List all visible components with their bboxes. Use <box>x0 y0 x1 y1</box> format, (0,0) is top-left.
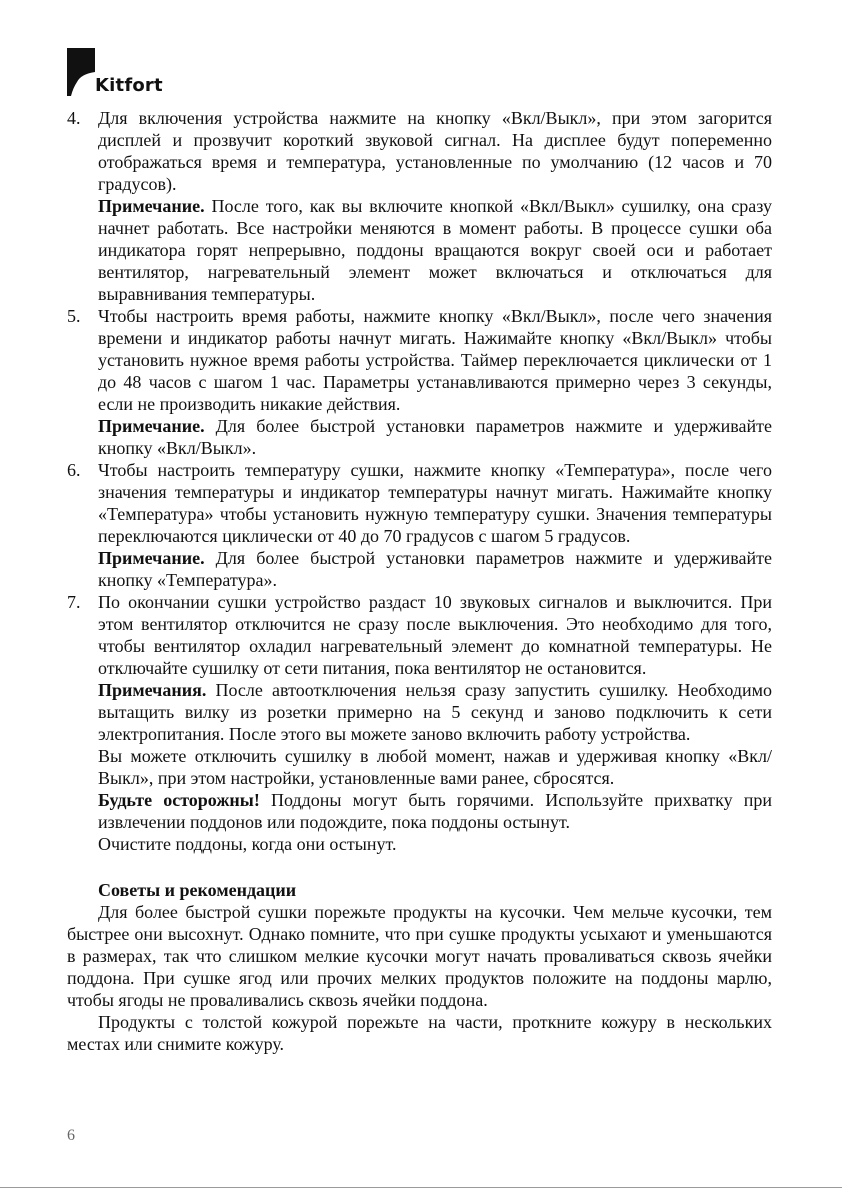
note-plain <box>67 833 772 855</box>
list-item-5 <box>67 305 772 415</box>
instructions-body <box>67 107 772 1055</box>
item-number: 7. <box>67 592 81 612</box>
warning-note <box>67 789 772 833</box>
item-text: Чтобы настроить температуру сушки, нажмите кнопку «Температура», после чего значения температуры и индикатор температуры начнут мигать. Нажимайте кнопку «Температура» чтобы установить нужную температуру сушки. Значения температуры переключаются циклически от 40 до 70 градусов с шагом 5 градусов. <box>98 460 772 546</box>
warning-text: Поддоны могут быть горячими. Используйте прихватку при извлечении поддонов или подождите, пока поддоны остынут. <box>98 790 772 832</box>
item-text: Для включения устройства нажмите на кнопку «Вкл/Выкл», при этом загорится дисплей и прозвучит короткий звуковой сигнал. На дисплее будут попеременно отображаться время и температура, установленные по умолчанию (12 часов и 70 градусов). <box>98 108 772 194</box>
item-text: По окончании сушки устройство раздаст 10 звуковых сигналов и выключится. При этом вентилятор отключится не сразу после выключения. Это необходимо для того, чтобы вентилятор охладил нагревательный элемент до комнатной температуры. Не отключайте сушилку от сети питания, пока вентилятор не остановится. <box>98 592 772 678</box>
page-bottom-rule <box>0 1187 842 1188</box>
list-item-4 <box>67 107 772 195</box>
kitfort-logo-icon <box>67 48 95 96</box>
item-number: 6. <box>67 460 81 480</box>
note-text: После того, как вы включите кнопкой «Вкл/Выкл» сушилку, она сразу начнет работать. Все настройки меняются в момент работы. В процессе сушки оба индикатора горят непрерывно, поддоны вращаются вокруг своей оси и работает вентилятор, нагревательный элемент может включаться и отключаться для выравнивания температуры. <box>98 196 772 304</box>
note <box>67 415 772 459</box>
warning-label: Будьте осторожны! <box>98 790 260 810</box>
note <box>67 547 772 591</box>
note-label: Примечание. <box>98 196 205 216</box>
note-text: После автоотключения нельзя сразу запустить сушилку. Необходимо вытащить вилку из розетки примерно на 5 секунд и заново подключить к сети электропитания. После этого вы можете заново включить работу устройства. <box>98 680 772 744</box>
note-label: Примечания. <box>98 680 207 700</box>
note-label: Примечание. <box>98 548 205 568</box>
list-item-6 <box>67 459 772 547</box>
item-number: 5. <box>67 306 81 326</box>
note <box>67 679 772 745</box>
note <box>67 195 772 305</box>
paragraph: Для более быстрой сушки порежьте продукты на кусочки. Чем мельче кусочки, тем быстрее они высохнут. Однако помните, что при сушке продукты усыхают и уменьшаются в размерах, так что слишком мелкие кусочки могут начать проваливаться сквозь ячейки поддона. При сушке ягод или прочих мелких продуктов положите на поддоны марлю, чтобы ягоды не проваливались сквозь ячейки поддона. <box>67 902 772 1010</box>
note-text: Для более быстрой установки параметров нажмите и удерживайте кнопку «Вкл/Выкл». <box>98 416 772 458</box>
section-title: Советы и рекомендации <box>98 880 297 900</box>
note-plain <box>67 745 772 789</box>
note-text: Вы можете отключить сушилку в любой момент, нажав и удерживая кнопку «Вкл/Выкл», при этом настройки, установленные вами ранее, сбросятся. <box>98 746 772 788</box>
note-label: Примечание. <box>98 416 205 436</box>
list-item-7 <box>67 591 772 679</box>
item-text: Чтобы настроить время работы, нажмите кнопку «Вкл/Выкл», после чего значения времени и индикатор работы начнут мигать. Нажимайте кнопку «Вкл/Выкл» чтобы установить нужное время работы устройства. Таймер переключается циклически от 1 до 48 часов с шагом 1 час. Параметры устанавливаются примерно через 3 секунды, если не производить никакие действия. <box>98 306 772 414</box>
brand-name: Kitfort <box>95 75 163 96</box>
note-text: Очистите поддоны, когда они остынут. <box>98 834 397 854</box>
page-number: 6 <box>67 1127 75 1144</box>
note-text: Для более быстрой установки параметров нажмите и удерживайте кнопку «Температура». <box>98 548 772 590</box>
item-number: 4. <box>67 108 81 128</box>
paragraph: Продукты с толстой кожурой порежьте на части, проткните кожуру в нескольких местах или снимите кожуру. <box>67 1012 772 1054</box>
